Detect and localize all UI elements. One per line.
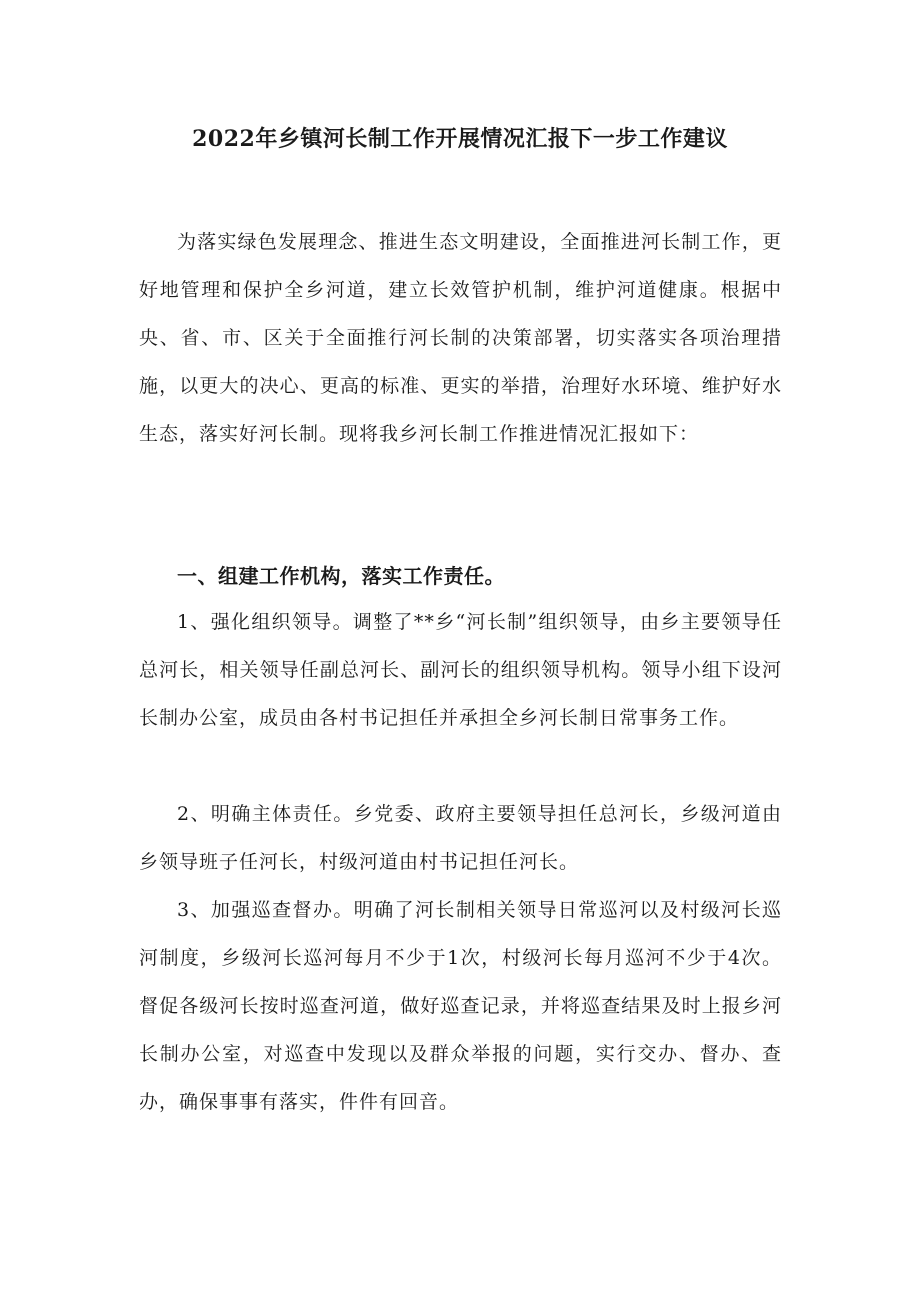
section-paragraph: 3、加强巡查督办。明确了河长制相关领导日常巡河以及村级河长巡河制度，乡级河长巡河每月不少于1次，村级河长每月巡河不少于4次。督促各级河长按时巡查河道，做好巡查记录，并将巡查结果及时上报乡河长制办公室，对巡查中发现以及群众举报的问题，实行交办、督办、查办，确保事事有落实，件件有回音。 bbox=[139, 899, 782, 1113]
section-paragraph: 2、明确主体责任。乡党委、政府主要领导担任总河长，乡级河道由乡领导班子任河长，村级河道由村书记担任河长。 bbox=[139, 803, 782, 873]
section-paragraph: 1、强化组织领导。调整了**乡“河长制”组织领导，由乡主要领导任总河长，相关领导任副总河长、副河长的组织领导机构。领导小组下设河长制办公室，成员由各村书记担任并承担全乡河长制日常事务工作。 bbox=[139, 611, 782, 729]
intro-paragraph: 为落实绿色发展理念、推进生态文明建设，全面推进河长制工作，更好地管理和保护全乡河道，建立长效管护机制，维护河道健康。根据中央、省、市、区关于全面推行河长制的决策部署，切实落实各项治理措施，以更大的决心、更高的标准、更实的举措，治理好水环境、维护好水生态，落实好河长制。现将我乡河长制工作推进情况汇报如下： bbox=[139, 231, 782, 445]
section-heading: 一、组建工作机构，落实工作责任。 bbox=[177, 564, 505, 588]
document-title: 2022年乡镇河长制工作开展情况汇报下一步工作建议 bbox=[192, 125, 728, 152]
